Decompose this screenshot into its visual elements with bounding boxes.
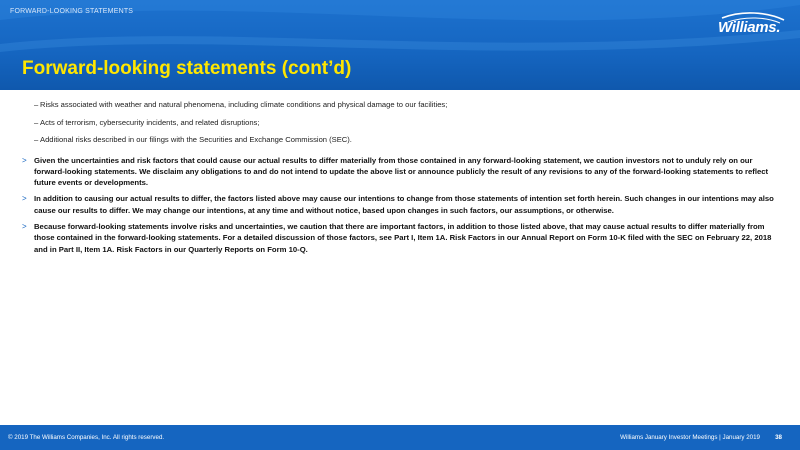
sub-item-text: Acts of terrorism, cybersecurity incidents, and related disruptions; — [40, 117, 260, 127]
bullet-item — [22, 221, 778, 255]
dash-marker: – — [34, 100, 39, 109]
bullet-item — [22, 193, 778, 216]
page-number: 38 — [775, 434, 782, 441]
williams-logo-text: Williams. — [718, 19, 781, 36]
copyright-text: © 2019 The Williams Companies, Inc. All rights reserved. — [8, 434, 165, 441]
section-label: FORWARD-LOOKING STATEMENTS — [10, 8, 134, 15]
sub-item-text: Risks associated with weather and natural phenomena, including climate conditions and physical damage to our facilities; — [40, 100, 448, 109]
sub-list-item — [22, 117, 778, 135]
bullet-text: Given the uncertainties and risk factors that could cause our actual results to differ materially from those contained in any forward-looking statement, we caution investors not to unduly rely on our forward-looking statements. We disclaim any obligations to and do not intend to update the above list or announce publicly the result of any revisions to any of the forward-looking statements to reflect future events or developments. — [34, 155, 769, 188]
bullet-text: In addition to causing our actual results to differ, the factors listed above may cause our intentions to change from those statements of intention set forth herein. Such changes in our intentions may also cause our results to differ. We may change our intentions, at any time and without notice, based upon changes in such factors, our assumptions, or otherwise. — [34, 194, 774, 215]
slide-header — [0, 0, 800, 90]
event-label: Williams January Investor Meetings | January 2019 — [620, 434, 760, 441]
bullet-item — [22, 155, 778, 189]
page-title: Forward-looking statements (cont’d) — [22, 58, 352, 79]
statement-content — [22, 99, 778, 255]
slide-footer — [0, 425, 800, 450]
sub-list-item — [22, 99, 778, 117]
sub-item-text: Additional risks described in our filings with the Securities and Exchange Commission (SEC). — [40, 135, 352, 144]
chevron-right-icon: > — [22, 155, 27, 165]
chevron-right-icon: > — [22, 194, 27, 204]
chevron-right-icon: > — [22, 221, 27, 231]
bullet-text: Because forward-looking statements involve risks and uncertainties, we caution that there are important factors, in addition to those listed above, that may cause actual results to differ materially from those contained in the forward-looking statements. For a detailed discussion of those factors, see Part I, Item 1A. Risk Factors in our Annual Report on Form 10-K filed with the SEC on February 22, 2018 and in Part II, Item 1A. Risk Factors in our Quarterly Reports on Form 10-Q. — [34, 221, 772, 254]
sub-list-item — [22, 134, 778, 152]
dash-marker: – — [34, 117, 39, 127]
dash-marker: – — [34, 135, 39, 144]
